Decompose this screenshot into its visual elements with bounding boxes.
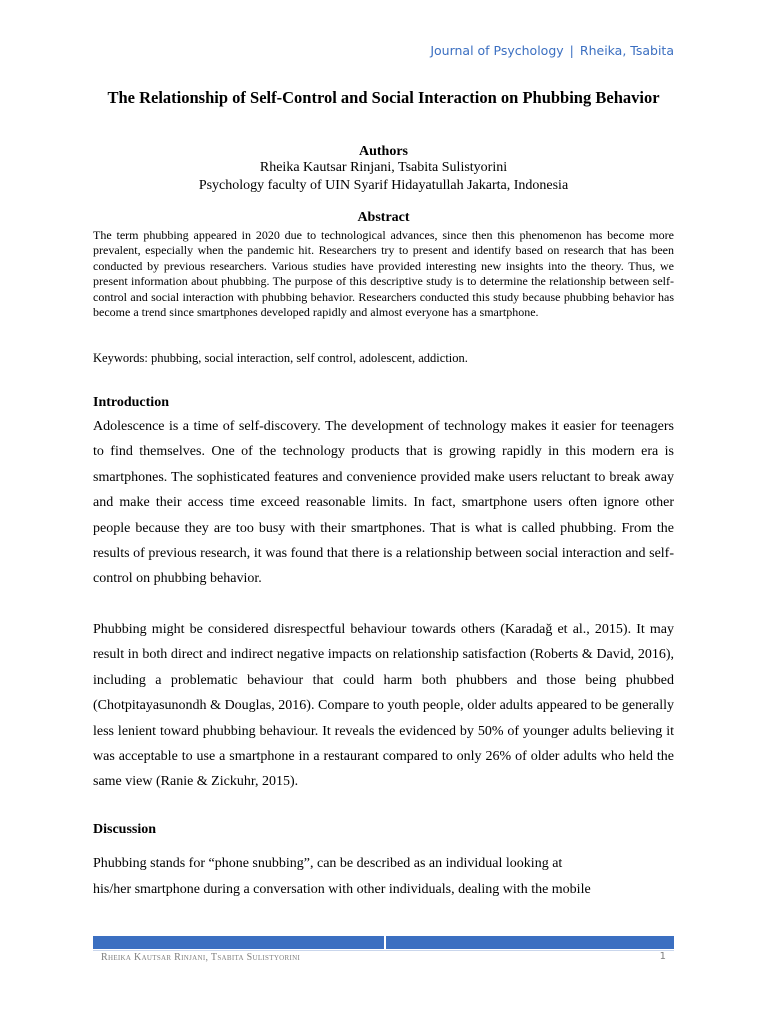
introduction-paragraph-2: Phubbing might be considered disrespectful behaviour towards others (Karadağ et al., 2015). It may result in both direct and indirect negative impacts on relationship satisfaction (Roberts & David, 2016), including a problematic behaviour that could harm both phubbers and those being phubbed (Chotpitayasunondh & Douglas, 2016). Compare to youth people, older adults appeared to be generally less lenient toward phubbing behaviour. It reveals the evidenced by 50% of younger adults believing it was acceptable to use a smartphone in a restaurant compared to only 26% of older adults who held the same view (Ranie & Zickuhr, 2015). (93, 622, 674, 790)
author-affiliation: Psychology faculty of UIN Syarif Hidayatullah Jakarta, Indonesia (198, 178, 569, 193)
journal-name: Journal of Psychology (430, 43, 564, 58)
running-header (430, 43, 674, 58)
discussion-heading: Discussion (93, 822, 157, 837)
abstract-body: The term phubbing appeared in 2020 due to technological advances, since then this phenomenon has become more prevalent, especially when the pandemic hit. Researchers try to present and identify based on research that has been conducted by previous researchers. Various studies have provided interesting new insights into the theory. Thus, we present information about phubbing. The purpose of this descriptive study is to determine the relationship between self-control and social interaction with phubbing behavior. Researchers conducted this study because phubbing behavior has become a trend since smartphones developed rapidly and almost everyone has a smartphone. (93, 228, 674, 320)
abstract-heading: Abstract (357, 210, 410, 225)
author-names: Rheika Kautsar Rinjani, Tsabita Sulistyorini (259, 160, 508, 175)
discussion-line-2: his/her smartphone during a conversation with other individuals, dealing with the mobile (93, 882, 591, 897)
discussion-line-1: Phubbing stands for “phone snubbing”, can be described as an individual looking at (93, 856, 563, 871)
footer-authors: Rheika Kautsar Rinjani, Tsabita Sulistyorini (101, 952, 301, 963)
footer-bar-right (386, 936, 674, 949)
header-authors: Rheika, Tsabita (579, 43, 674, 58)
introduction-heading: Introduction (93, 395, 169, 410)
footer-rule (93, 950, 674, 951)
footer-bar (93, 936, 674, 949)
page-number: 1 (659, 951, 666, 962)
introduction-paragraph-1: Adolescence is a time of self-discovery. The development of technology makes it easier for teenagers to find themselves. One of the technology products that is growing rapidly in this modern era is smartphones. The sophisticated features and convenience provided make users reluctant to break away and make their access time exceed reasonable limits. In fact, smartphone users often ignore other people because they are too busy with their smartphones. That is what is called phubbing. From the results of previous research, it was found that there is a relationship between social interaction and self-control on phubbing behavior. (93, 419, 674, 587)
authors-heading: Authors (358, 144, 408, 159)
footer-bar-left (93, 936, 384, 949)
paper-title: The Relationship of Self-Control and Social Interaction on Phubbing Behavior (107, 88, 660, 107)
header-separator: | (569, 43, 574, 58)
keywords: Keywords: phubbing, social interaction, self control, adolescent, addiction. (93, 351, 468, 365)
